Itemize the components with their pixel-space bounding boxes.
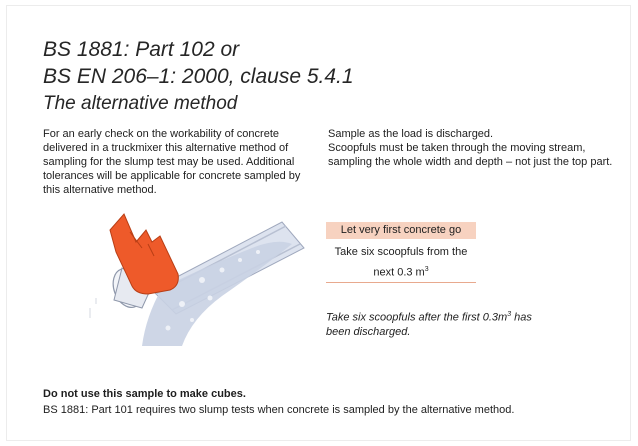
title-line-1: BS 1881: Part 102 or: [43, 38, 240, 61]
intro-paragraph: For an early check on the workability of concrete delivered in a truckmixer this alternative method of sampling for the slump test may be used. Additional tolerances will be applicable for concrete sampled by this alternative method.: [43, 128, 301, 196]
note-text-prefix: Take six scoopfuls after the first 0.3m: [326, 311, 508, 324]
callout-next-volume: [326, 266, 476, 283]
sampling-illustration: [82, 208, 308, 348]
callout-first-concrete: Let very first concrete go: [326, 222, 476, 239]
instruction-line-1: Sample as the load is discharged.: [328, 128, 494, 140]
callout-volume-text: next 0.3 m: [373, 266, 425, 279]
discharge-note: [326, 308, 556, 339]
cube-warning: Do not use this sample to make cubes.: [43, 388, 246, 400]
page-title: [43, 36, 354, 90]
note-exponent: 3: [507, 311, 512, 318]
faint-marks: [90, 298, 96, 318]
title-line-2: BS EN 206–1: 2000, clause 5.4.1: [43, 65, 354, 88]
callout-six-scoopfuls: Take six scoopfuls from the: [334, 246, 468, 258]
section-subtitle: The alternative method: [43, 93, 238, 114]
callout-volume-exponent: 3: [424, 266, 429, 273]
standard-footnote: BS 1881: Part 101 requires two slump tests when concrete is sampled by the alternative method.: [43, 404, 515, 416]
instruction-line-2: Scoopfuls must be taken through the moving stream, sampling the whole width and depth – not just the top part.: [328, 142, 613, 168]
instructions-paragraph: [328, 127, 618, 169]
note-text-suffix: has been discharged.: [326, 311, 532, 338]
